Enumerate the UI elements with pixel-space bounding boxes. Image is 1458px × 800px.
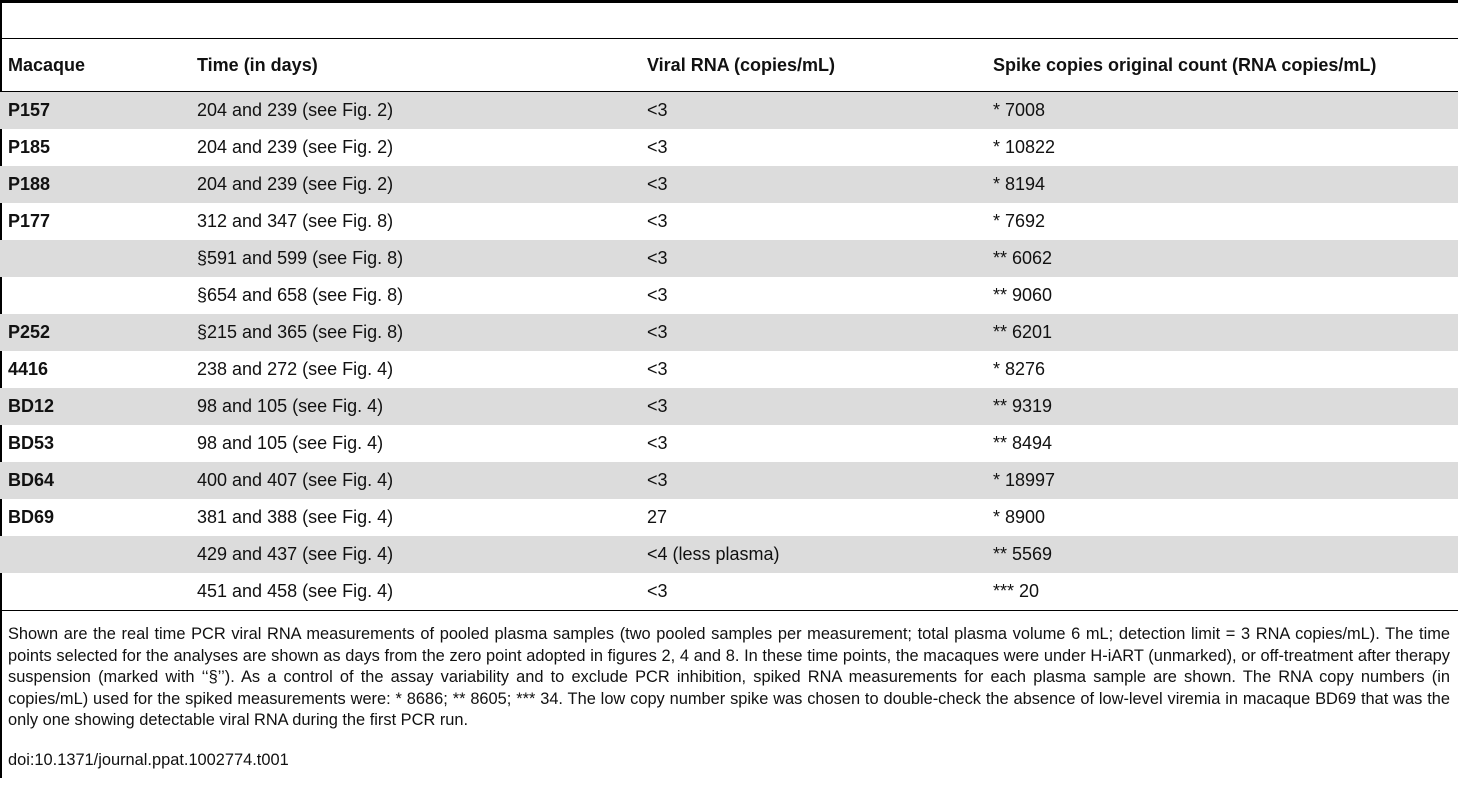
table-row (0, 240, 1458, 277)
cell-macaque: BD53 (8, 433, 55, 453)
table-row (0, 166, 1458, 203)
table-row (0, 129, 1458, 166)
cell-spike: * 10822 (993, 137, 1056, 157)
cell-macaque (0, 573, 189, 611)
cell-viral-rna: <3 (647, 137, 668, 157)
cell-time: 204 and 239 (see Fig. 2) (197, 100, 394, 120)
cell-spike: * 18997 (993, 470, 1056, 490)
cell-spike: * 8900 (993, 507, 1046, 527)
cell-spike: ** 6201 (993, 322, 1053, 342)
table-row (0, 573, 1458, 611)
cell-time: §654 and 658 (see Fig. 8) (197, 285, 404, 305)
cell-macaque: BD69 (8, 507, 55, 527)
doi-text: doi:10.1371/journal.ppat.1002774.t001 (8, 751, 289, 769)
table-row (0, 462, 1458, 499)
cell-viral-rna: 27 (647, 507, 668, 527)
cell-viral-rna: <3 (647, 322, 668, 342)
cell-spike: * 8194 (993, 174, 1046, 194)
table-row (0, 314, 1458, 351)
table-row (0, 203, 1458, 240)
cell-time: §591 and 599 (see Fig. 8) (197, 248, 404, 268)
cell-time: 451 and 458 (see Fig. 4) (197, 581, 394, 601)
cell-viral-rna: <4 (less plasma) (647, 544, 780, 564)
cell-spike: ** 9060 (993, 285, 1053, 305)
cell-viral-rna: <3 (647, 396, 668, 416)
cell-time: 204 and 239 (see Fig. 2) (197, 137, 394, 157)
cell-spike: ** 9319 (993, 396, 1053, 416)
header-viral-rna: Viral RNA (copies/mL) (647, 54, 836, 75)
cell-macaque: P157 (8, 100, 51, 120)
cell-viral-rna: <3 (647, 470, 668, 490)
cell-macaque: P177 (8, 211, 51, 231)
cell-viral-rna: <3 (647, 248, 668, 268)
cell-viral-rna: <3 (647, 359, 668, 379)
cell-viral-rna: <3 (647, 581, 668, 601)
cell-macaque (0, 536, 189, 573)
header-spike: Spike copies original count (RNA copies/mL) (993, 54, 1377, 75)
cell-spike: ** 5569 (993, 544, 1053, 564)
cell-time: 98 and 105 (see Fig. 4) (197, 396, 384, 416)
cell-time: 312 and 347 (see Fig. 8) (197, 211, 394, 231)
cell-macaque: P185 (8, 137, 51, 157)
table-row (0, 499, 1458, 536)
data-table-container (0, 38, 1458, 611)
cell-spike: ** 6062 (993, 248, 1053, 268)
cell-macaque: BD64 (8, 470, 55, 490)
cell-spike: * 8276 (993, 359, 1046, 379)
table-row (0, 92, 1458, 130)
cell-time: 204 and 239 (see Fig. 2) (197, 174, 394, 194)
cell-time: 400 and 407 (see Fig. 4) (197, 470, 394, 490)
table-body (0, 92, 1458, 611)
top-rule (0, 0, 1458, 3)
header-macaque: Macaque (8, 54, 86, 75)
cell-viral-rna: <3 (647, 433, 668, 453)
table-header-row (0, 39, 1458, 92)
table-row (0, 425, 1458, 462)
table-row (0, 388, 1458, 425)
table-row (0, 351, 1458, 388)
table-row (0, 536, 1458, 573)
cell-viral-rna: <3 (647, 100, 668, 120)
header-time: Time (in days) (197, 54, 318, 75)
cell-spike: *** 20 (993, 581, 1040, 601)
cell-time: §215 and 365 (see Fig. 8) (197, 322, 404, 342)
cell-time: 98 and 105 (see Fig. 4) (197, 433, 384, 453)
table-row (0, 277, 1458, 314)
cell-macaque (0, 277, 189, 314)
cell-macaque: BD12 (8, 396, 55, 416)
data-table (0, 38, 1458, 611)
table-footnote: Shown are the real time PCR viral RNA measurements of pooled plasma samples (two pooled samples per measurement; total plasma volume 6 mL; detection limit = 3 RNA copies/mL). The time points selected for the analyses are shown as days from the zero point adopted in figures 2, 4 and 8. In these time points, the macaques were under H-iART (unmarked), or off-treatment after therapy suspension (marked with ‘‘§’’). As a control of the assay variability and to exclude PCR inhibition, spiked RNA measurements for each plasma sample are shown. The RNA copy numbers (in copies/mL) used for the spiked measurements were: * 8686; ** 8605; *** 34. The low copy number spike was chosen to double-check the absence of low-level viremia in macaque BD69 that was the only one showing detectable viral RNA during the first PCR run. (8, 625, 1450, 730)
cell-macaque (0, 240, 189, 277)
cell-macaque: P188 (8, 174, 51, 194)
cell-viral-rna: <3 (647, 285, 668, 305)
cell-time: 381 and 388 (see Fig. 4) (197, 507, 394, 527)
cell-time: 429 and 437 (see Fig. 4) (197, 544, 394, 564)
cell-viral-rna: <3 (647, 174, 668, 194)
cell-spike: * 7008 (993, 100, 1046, 120)
cell-macaque: 4416 (8, 359, 49, 379)
cell-macaque: P252 (8, 322, 51, 342)
cell-spike: * 7692 (993, 211, 1046, 231)
cell-viral-rna: <3 (647, 211, 668, 231)
cell-spike: ** 8494 (993, 433, 1053, 453)
cell-time: 238 and 272 (see Fig. 4) (197, 359, 394, 379)
